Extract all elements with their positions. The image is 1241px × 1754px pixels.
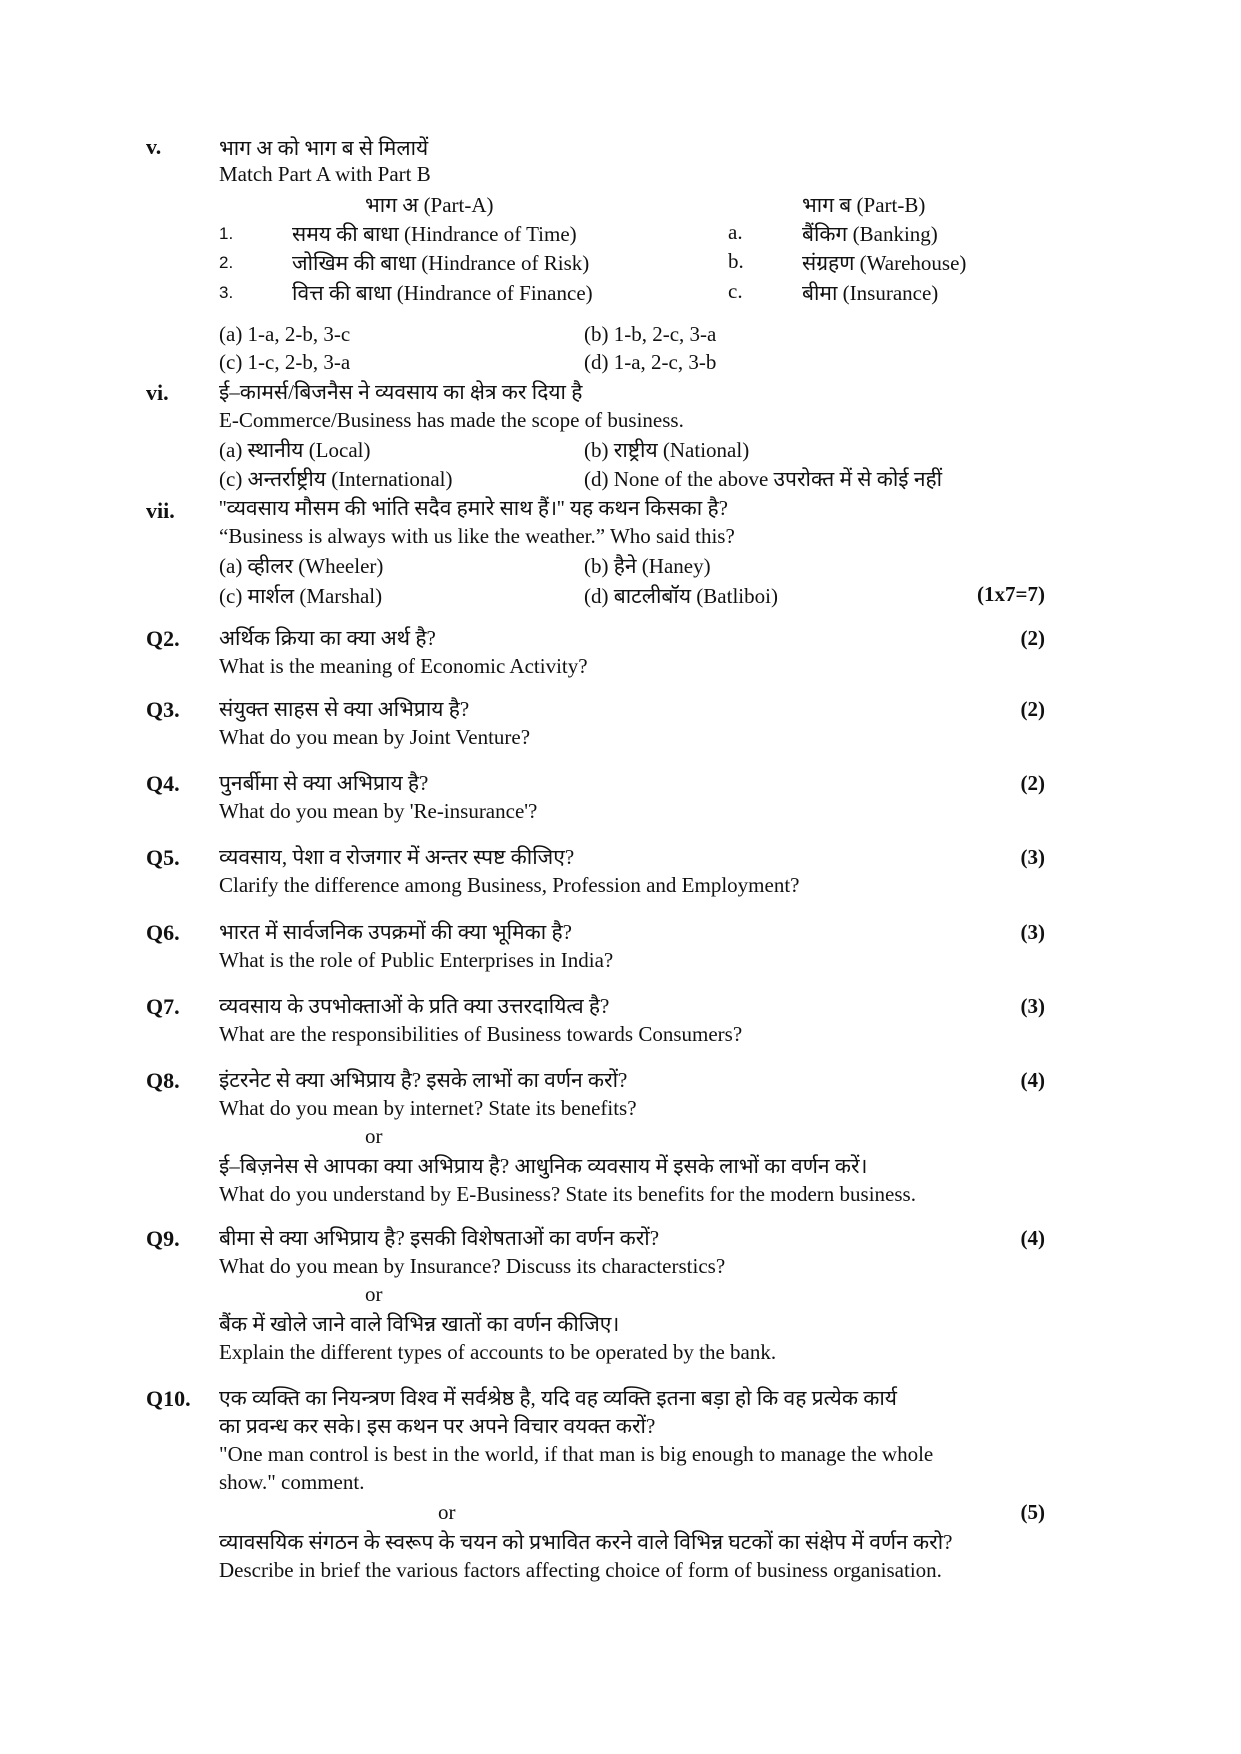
match-part-a-item: जोखिम की बाधा (Hindrance of Risk) [292,251,590,275]
question-text-english: What do you mean by Joint Venture? [219,725,531,749]
question-marks: (4) [1020,1068,1045,1092]
question-marks: (2) [1020,771,1045,795]
match-part-b-item: बैंकिग (Banking) [802,222,938,246]
question-text-hindi: भाग अ को भाग ब से मिलायें [219,136,429,160]
option-a: (a) व्हीलर (Wheeler) [219,554,384,578]
question-number: Q6. [146,920,180,945]
question-number: v. [146,134,162,159]
option-c: (c) मार्शल (Marshal) [219,584,383,608]
option-b: (b) राष्ट्रीय (National) [584,438,750,462]
question-text-english: E-Commerce/Business has made the scope of business. [219,408,684,432]
question-text-english: Match Part A with Part B [219,162,431,186]
option-a: (a) 1-a, 2-b, 3-c [219,322,351,346]
question-text-hindi: भारत में सार्वजनिक उपक्रमों की क्या भूमिका है? [219,920,572,944]
option-a: (a) स्थानीय (Local) [219,438,371,462]
or-separator: or [438,1500,456,1524]
question-text-english: What is the meaning of Economic Activity? [219,654,588,678]
match-row-letter: a. [728,220,743,244]
or-separator: or [365,1282,383,1306]
match-part-a-item: वित्त की बाधा (Hindrance of Finance) [292,281,593,305]
alternative-question-hindi: व्यावसयिक संगठन के स्वरूप के चयन को प्रभावित करने वाले विभिन्न घटकों का संक्षेप में वर्णन करो? [219,1530,953,1554]
alternative-question-english: Explain the different types of accounts to be operated by the bank. [219,1340,777,1364]
match-row-letter: b. [728,249,744,273]
part-b-heading: भाग ब (Part-B) [802,193,926,217]
question-text-hindi: व्यवसाय, पेशा व रोजगार में अन्तर स्पष्ट कीजिए? [219,845,575,869]
match-row-number: 1. [219,224,234,243]
question-text-english: What are the responsibilities of Business towards Consumers? [219,1022,743,1046]
question-number: Q9. [146,1226,180,1251]
match-row-number: 2. [219,253,234,272]
question-text-english: What is the role of Public Enterprises in India? [219,948,614,972]
question-text-hindi: संयुक्त साहस से क्या अभिप्राय है? [219,697,470,721]
question-number: Q5. [146,845,180,870]
question-marks: (2) [1020,626,1045,650]
question-marks: (3) [1020,994,1045,1018]
option-b: (b) 1-b, 2-c, 3-a [584,322,717,346]
question-marks: (3) [1020,845,1045,869]
question-text-english: What do you mean by 'Re-insurance'? [219,799,538,823]
question-number: Q10. [146,1386,191,1411]
alternative-question-english: Describe in brief the various factors affecting choice of form of business organisation. [219,1558,942,1582]
match-part-a-item: समय की बाधा (Hindrance of Time) [292,222,577,246]
question-text-hindi: का प्रवन्ध कर सके। इस कथन पर अपने विचार वयक्त करों? [219,1414,656,1438]
question-marks: (4) [1020,1226,1045,1250]
question-number: Q8. [146,1068,180,1093]
match-row-number: 3. [219,283,234,302]
or-separator: or [365,1124,383,1148]
alternative-question-hindi: ई–बिज़नेस से आपका क्या अभिप्राय है? आधुनिक व्यवसाय में इसके लाभों का वर्णन करें। [219,1154,868,1178]
question-number: Q7. [146,994,180,1019]
option-d: (d) बाटलीबॉय (Batliboi) [584,584,778,608]
question-text-hindi: ''व्यवसाय मौसम की भांति सदैव हमारे साथ हैं।'' यह कथन किसका है? [219,496,728,520]
question-number: Q3. [146,697,180,722]
option-c: (c) अन्तर्राष्ट्रीय (International) [219,467,453,491]
question-number: Q2. [146,626,180,651]
match-part-b-item: बीमा (Insurance) [802,281,939,305]
question-text-english: "One man control is best in the world, if that man is big enough to manage the whole [219,1442,934,1466]
question-text-hindi: पुनर्बीमा से क्या अभिप्राय है? [219,771,429,795]
option-d: (d) 1-a, 2-c, 3-b [584,350,717,374]
question-marks: (1x7=7) [977,582,1045,606]
option-b: (b) हैने (Haney) [584,554,711,578]
question-text-hindi: बीमा से क्या अभिप्राय है? इसकी विशेषताओं का वर्णन करों? [219,1226,660,1250]
question-marks: (5) [1020,1500,1045,1524]
question-text-hindi: अर्थिक क्रिया का क्या अर्थ है? [219,626,436,650]
question-marks: (2) [1020,697,1045,721]
question-number: Q4. [146,771,180,796]
alternative-question-english: What do you understand by E-Business? State its benefits for the modern business. [219,1182,916,1206]
question-marks: (3) [1020,920,1045,944]
question-text-english: show." comment. [219,1470,365,1494]
question-text-english: “Business is always with us like the weather.” Who said this? [219,524,735,548]
match-row-letter: c. [728,279,743,303]
question-number: vi. [146,380,169,405]
question-text-hindi: इंटरनेट से क्या अभिप्राय है? इसके लाभों का वर्णन करों? [219,1068,628,1092]
part-a-heading: भाग अ (Part-A) [365,193,494,217]
option-d: (d) None of the above उपरोक्त में से कोई नहीं [584,467,943,491]
question-text-hindi: एक व्यक्ति का नियन्त्रण विश्व में सर्वश्रेष्ठ है, यदि वह व्यक्ति इतना बड़ा हो कि वह प्रत्येक कार्य [219,1386,897,1410]
question-text-english: Clarify the difference among Business, Profession and Employment? [219,873,800,897]
question-text-english: What do you mean by Insurance? Discuss its characterstics? [219,1254,726,1278]
question-text-hindi: व्यवसाय के उपभोक्ताओं के प्रति क्या उत्तरदायित्व है? [219,994,610,1018]
question-number: vii. [146,498,175,523]
match-part-b-item: संग्रहण (Warehouse) [802,251,967,275]
question-text-hindi: ई–कामर्स/बिजनैस ने व्यवसाय का क्षेत्र कर दिया है [219,380,583,404]
question-text-english: What do you mean by internet? State its benefits? [219,1096,637,1120]
option-c: (c) 1-c, 2-b, 3-a [219,350,351,374]
alternative-question-hindi: बैंक में खोले जाने वाले विभिन्न खातों का वर्णन कीजिए। [219,1312,620,1336]
